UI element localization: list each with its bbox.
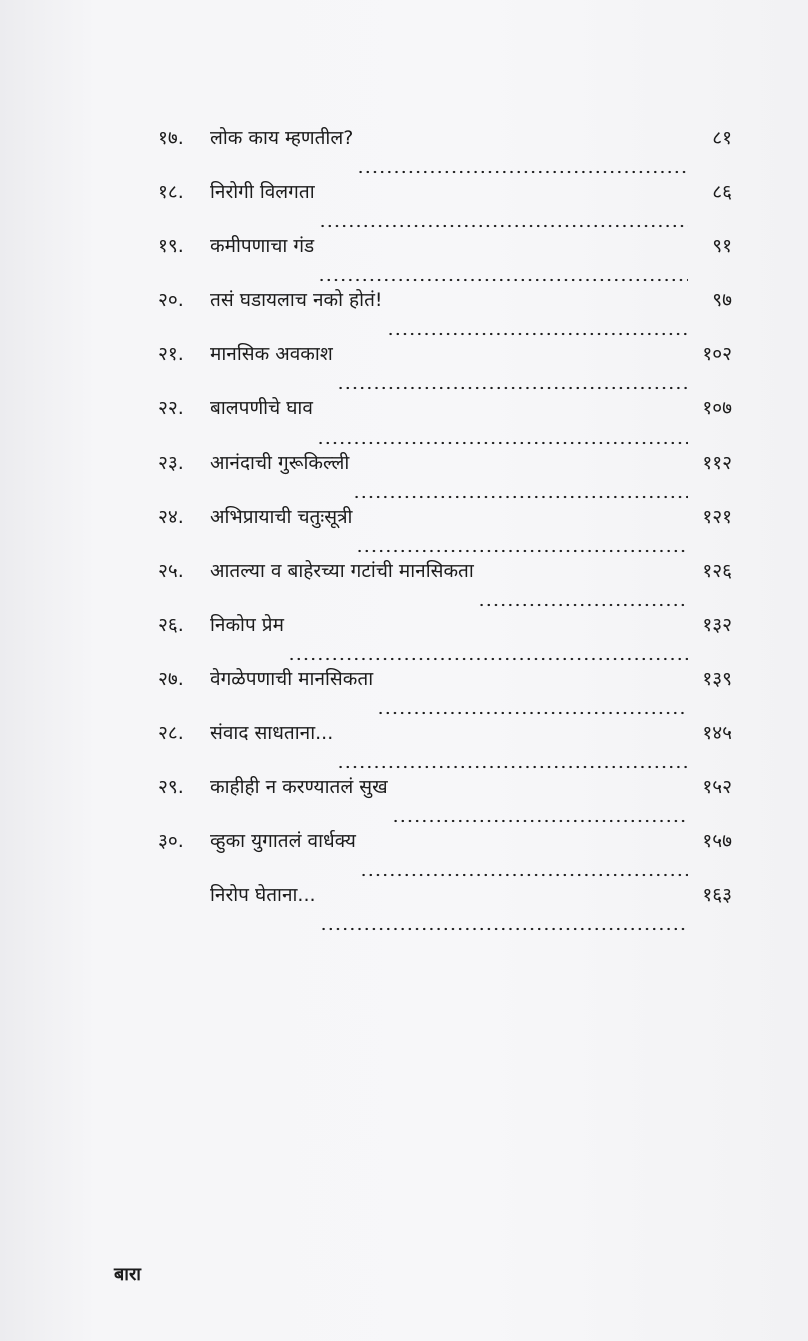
toc-entry: [158, 886, 732, 940]
toc-entry: [158, 559, 732, 616]
dot-leader: [387, 331, 688, 337]
dot-leader: [318, 277, 688, 283]
toc-entry-page: ११२: [702, 451, 732, 474]
toc-entry: [158, 237, 732, 291]
toc-entry-number: २०.: [158, 289, 184, 312]
toc-entry-title: व्हुका युगातलं वार्धक्य: [210, 830, 356, 853]
toc-entry: [158, 451, 732, 508]
toc-entry-number: १९.: [158, 235, 184, 258]
toc-entry-title: संवाद साधताना...: [210, 722, 334, 745]
dot-leader: [360, 872, 688, 878]
toc-entry-page: १३९: [702, 667, 732, 690]
toc-entry-page: ९१: [712, 235, 732, 258]
toc-entry-page: ८६: [712, 181, 732, 204]
toc-entry: [158, 778, 732, 832]
dot-leader: [320, 926, 688, 932]
toc-entry-page: ८१: [712, 127, 732, 149]
toc-entry-title: कमीपणाचा गंड: [210, 235, 315, 258]
toc-entry: [158, 345, 732, 399]
toc-entry-title: निकोप प्रेम: [210, 613, 284, 636]
toc-entry: [158, 505, 732, 562]
toc-entry-page: १६३: [702, 884, 732, 907]
toc-entry-page: १०७: [702, 397, 732, 420]
toc-entry: [158, 613, 732, 670]
toc-entry-page: ९७: [712, 289, 732, 312]
toc-entry-title: आनंदाची गुरूकिल्ली: [210, 451, 350, 474]
dot-leader: [353, 494, 688, 500]
toc-entry: [158, 129, 732, 183]
toc-entry-number: २१.: [158, 343, 184, 366]
dot-leader: [356, 548, 688, 554]
dot-leader: [288, 656, 688, 662]
dot-leader: [392, 818, 688, 824]
toc-entry-number: २५.: [158, 559, 184, 582]
toc-entry-number: २३.: [158, 451, 184, 474]
toc-entry: [158, 724, 732, 778]
toc-entry-title: निरोगी विलगता: [210, 181, 315, 204]
toc-entry-title: मानसिक अवकाश: [210, 343, 333, 366]
toc-entry: [158, 291, 732, 345]
toc-entry-title: तसं घडायलाच नको होतं!: [210, 289, 383, 312]
toc-entry-number: २७.: [158, 667, 184, 690]
toc-entry-number: २६.: [158, 613, 184, 636]
toc-entry-number: १८.: [158, 181, 184, 204]
toc-entry-number: १७.: [158, 127, 184, 149]
table-of-contents: [158, 129, 732, 940]
toc-entry: [158, 832, 732, 886]
toc-entry-page: १५७: [702, 830, 732, 853]
toc-entry: [158, 183, 732, 237]
toc-entry-title: वेगळेपणाची मानसिकता: [210, 667, 374, 690]
dot-leader: [357, 169, 688, 175]
page-number-footer: बारा: [114, 1264, 141, 1285]
toc-entry-number: २२.: [158, 397, 184, 420]
toc-entry-title: बालपणीचे घाव: [210, 397, 313, 420]
toc-entry-number: ३०.: [158, 830, 184, 853]
toc-entry-page: १५२: [702, 776, 732, 799]
dot-leader: [317, 440, 688, 446]
dot-leader: [478, 602, 688, 608]
dot-leader: [337, 385, 688, 391]
toc-entry: [158, 399, 732, 453]
dot-leader: [319, 223, 688, 229]
toc-entry-page: १२६: [702, 559, 732, 582]
toc-entry-title: अभिप्रायाची चतुःसूत्री: [210, 505, 353, 528]
toc-entry-title: आतल्या व बाहेरच्या गटांची मानसिकता: [210, 559, 474, 582]
toc-entry: [158, 667, 732, 724]
toc-entry-page: १३२: [702, 613, 732, 636]
toc-entry-page: १०२: [702, 343, 732, 366]
toc-entry-title: निरोप घेताना...: [210, 884, 316, 907]
dot-leader: [377, 710, 688, 716]
dot-leader: [337, 764, 688, 770]
toc-entry-page: १२१: [702, 505, 732, 528]
toc-entry-title: काहीही न करण्यातलं सुख: [210, 776, 388, 799]
toc-entry-number: २८.: [158, 722, 184, 745]
toc-entry-number: २४.: [158, 505, 184, 528]
toc-entry-page: १४५: [702, 722, 732, 745]
toc-entry-title: लोक काय म्हणतील?: [210, 127, 354, 149]
toc-entry-number: २९.: [158, 776, 184, 799]
